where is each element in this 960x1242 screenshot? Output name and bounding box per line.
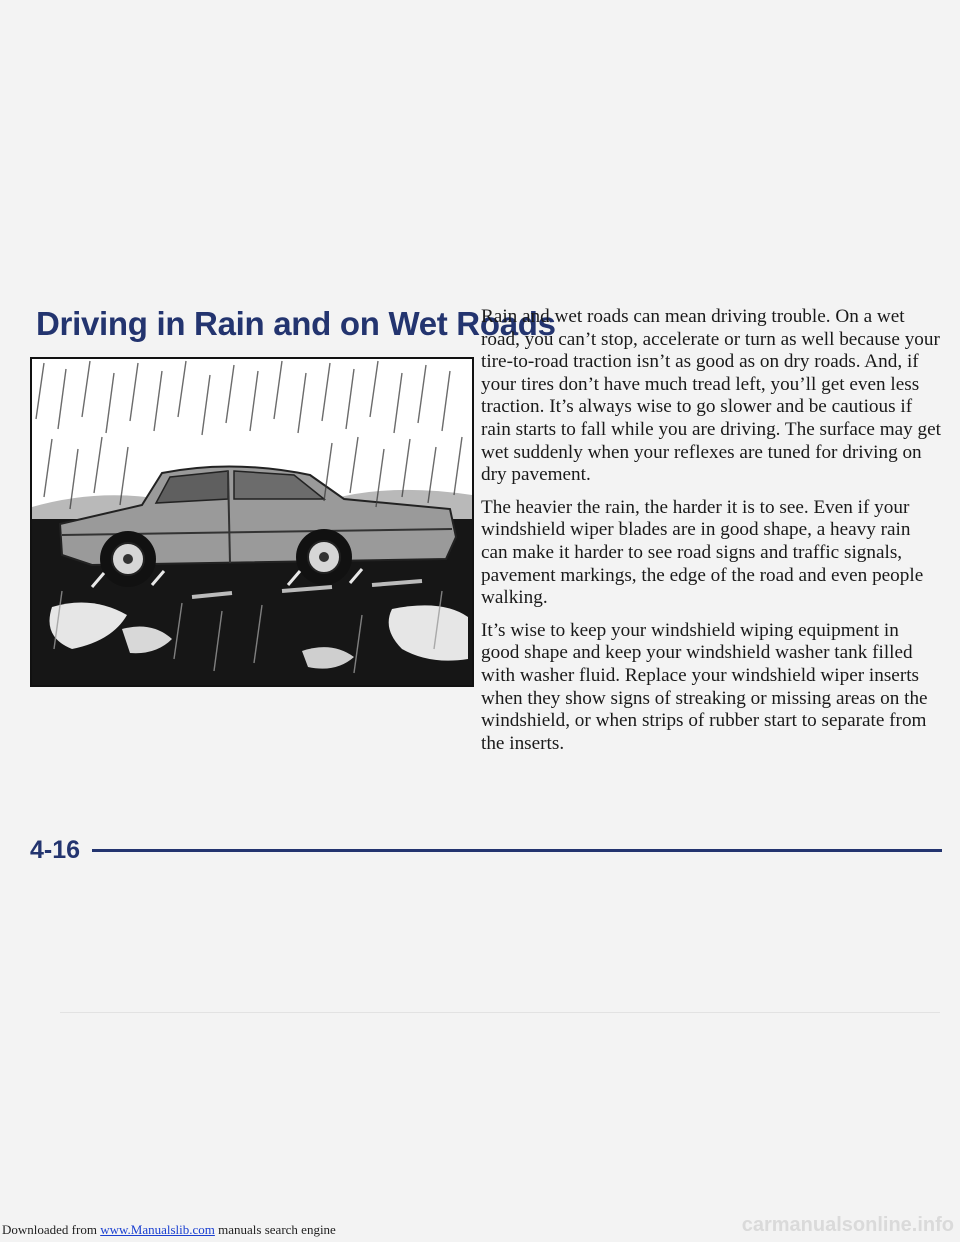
- download-banner: [2, 1222, 336, 1238]
- watermark: carmanualsonline.info: [741, 1214, 954, 1236]
- paragraph-rain-traction: Rain and wet roads can mean driving trouble. On a wet road, you can’t stop, accelerate or turn as well because your tire-to-road traction isn’t as good as on dry roads. And, if your tires don’t have much tread left, you’ll get even less traction. It’s always wise to go slower and be cautious if rain starts to fall while you are driving. The surface may get wet suddenly when your reflexes are tuned for driving on dry pavement.: [481, 306, 941, 486]
- download-suffix: manuals search engine: [218, 1222, 336, 1237]
- divider: [60, 1012, 940, 1013]
- page-number: 4-16: [30, 836, 81, 864]
- page-title: Driving in Rain and on Wet Roads: [36, 305, 556, 342]
- manualslib-link[interactable]: www.Manualslib.com: [100, 1222, 215, 1237]
- paragraph-heavy-rain-visibility: The heavier the rain, the harder it is to see. Even if your windshield wiper blades are in good shape, a heavy rain can make it harder to see road signs and traffic signals, pavement markings, the edge of the road and even people walking.: [481, 496, 924, 609]
- paragraph-windshield-wiper: It’s wise to keep your windshield wiping equipment in good shape and keep your windshield washer tank filled with washer fluid. Replace your windshield wiper inserts when they show signs of streaking or missing areas on the windshield, or when strips of rubber start to separate from the inserts.: [481, 619, 928, 754]
- body-text: [481, 306, 941, 765]
- car-in-rain-illustration: [30, 357, 474, 687]
- footer-rule: [92, 849, 942, 852]
- download-prefix: Downloaded from: [2, 1222, 97, 1237]
